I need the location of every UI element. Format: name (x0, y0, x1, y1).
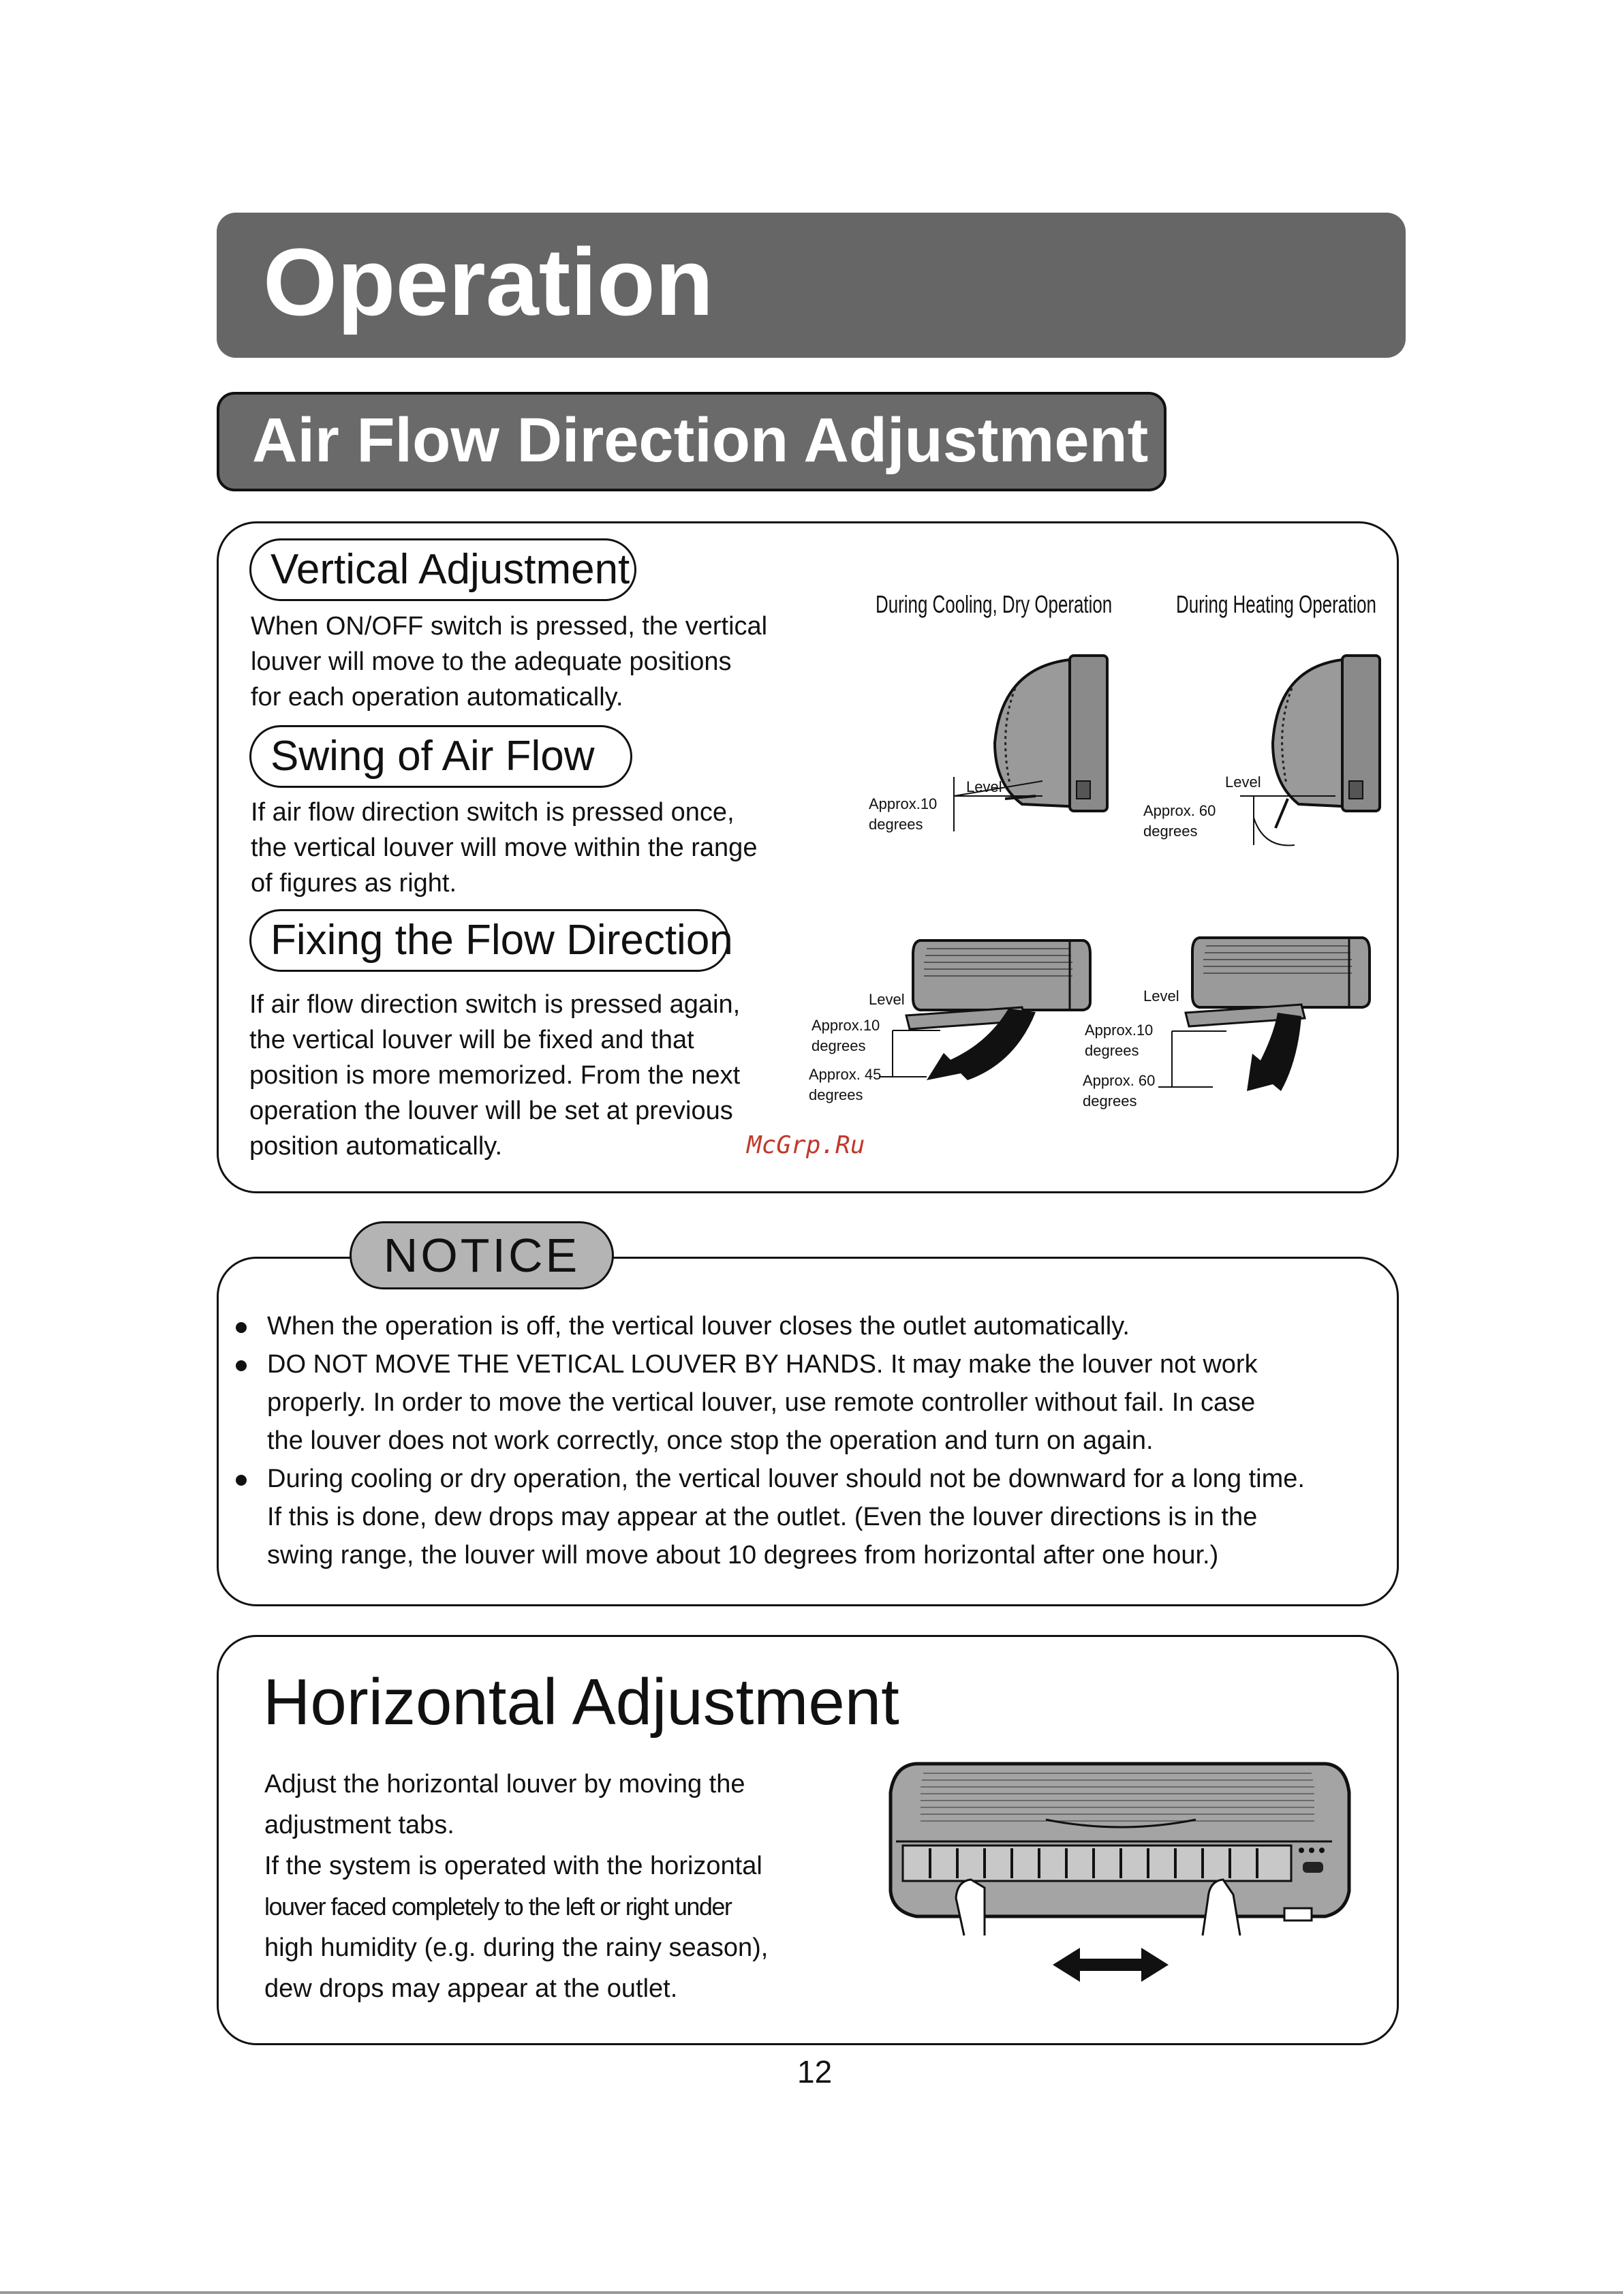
text-line: the vertical louver will be fixed and that (249, 1026, 694, 1054)
section-title: Air Flow Direction Adjustment (252, 405, 1149, 475)
notice-heading: NOTICE (350, 1221, 614, 1289)
text-line: position is more memorized. From the next (249, 1061, 741, 1090)
horizontal-adjustment-heading: Horizontal Adjustment (263, 1666, 899, 1739)
front-heating-angle-10: Approx.10 degrees (1085, 1022, 1154, 1059)
front-unit-louver-illustration (882, 1758, 1359, 1990)
heating-level-label: Level (1225, 774, 1261, 791)
cooling-caption: During Cooling, Dry Operation (876, 590, 1113, 618)
heating-angle-label: Approx. 60 degrees (1143, 802, 1216, 840)
front-cooling-level-label: Level (869, 991, 905, 1008)
front-cooling-angle-45: Approx. 45 degrees (809, 1066, 882, 1103)
front-cooling-angle-marker (879, 1015, 947, 1097)
text-line: of figures as right. (251, 869, 457, 898)
text-line: louver will move to the adequate positions (251, 647, 732, 676)
notice-item: When the operation is off, the vertical louver closes the outlet automatically. (236, 1307, 1305, 1345)
text-line: position automatically. (249, 1132, 503, 1161)
cooling-level-label: Level (966, 778, 1002, 795)
vertical-adjustment-heading: Vertical Adjustment (249, 538, 636, 601)
front-heating-angle-marker (1158, 1019, 1233, 1101)
notice-item: During cooling or dry operation, the vertical louver should not be downward for a long time. If this is done, dew drops may appear at the outlet. (Even the louver directions is in the swing range, the louver will move about 10 degrees from horizontal after one hour.) (236, 1460, 1305, 1574)
front-cooling-angle-10: Approx.10 degrees (812, 1017, 880, 1054)
swing-text (251, 795, 757, 901)
text-line: Adjust the horizontal louver by moving the (264, 1770, 745, 1798)
text-line: dew drops may appear at the outlet. (264, 1974, 678, 2003)
cooling-angle-label: Approx.10 degrees (869, 795, 938, 833)
notice-item: DO NOT MOVE THE VETICAL LOUVER BY HANDS. It may make the louver not work properly. In order to move the vertical louver, use remote controller without fail. In case the louver does not work correctly, once stop the operation and turn on again. (236, 1345, 1305, 1460)
text-line: If air flow direction switch is pressed again, (249, 990, 741, 1019)
text-line: If air flow direction switch is pressed once, (251, 798, 735, 827)
text-line: When ON/OFF switch is pressed, the vertical (251, 612, 768, 641)
bullet-icon (236, 1360, 247, 1371)
front-heating-angle-60: Approx. 60 degrees (1083, 1072, 1156, 1109)
text-line: louver faced completely to the left or right under (264, 1893, 732, 1920)
front-heating-level-label: Level (1143, 988, 1179, 1005)
fixing-text (249, 987, 740, 1164)
bullet-icon (236, 1322, 247, 1333)
bullet-icon (236, 1475, 247, 1486)
text-line: for each operation automatically. (251, 683, 623, 711)
text-line: If the system is operated with the horizontal (264, 1852, 762, 1880)
horizontal-adjustment-text (264, 1764, 768, 2009)
notice-list (236, 1307, 1305, 1574)
heating-caption: During Heating Operation (1176, 590, 1376, 618)
text-line: high humidity (e.g. during the rainy season), (264, 1933, 769, 1962)
fixing-heading: Fixing the Flow Direction (249, 909, 729, 972)
bottom-rule (0, 2291, 1623, 2294)
text-line: adjustment tabs. (264, 1811, 454, 1839)
page-title: Operation (263, 228, 714, 335)
vertical-adjustment-text (251, 609, 767, 715)
text-line: operation the louver will be set at previous (249, 1097, 733, 1125)
text-line: the vertical louver will move within the range (251, 833, 758, 862)
watermark: McGrp.Ru (747, 1131, 865, 1159)
swing-heading: Swing of Air Flow (249, 725, 632, 788)
page-number: 12 (797, 2054, 833, 2090)
